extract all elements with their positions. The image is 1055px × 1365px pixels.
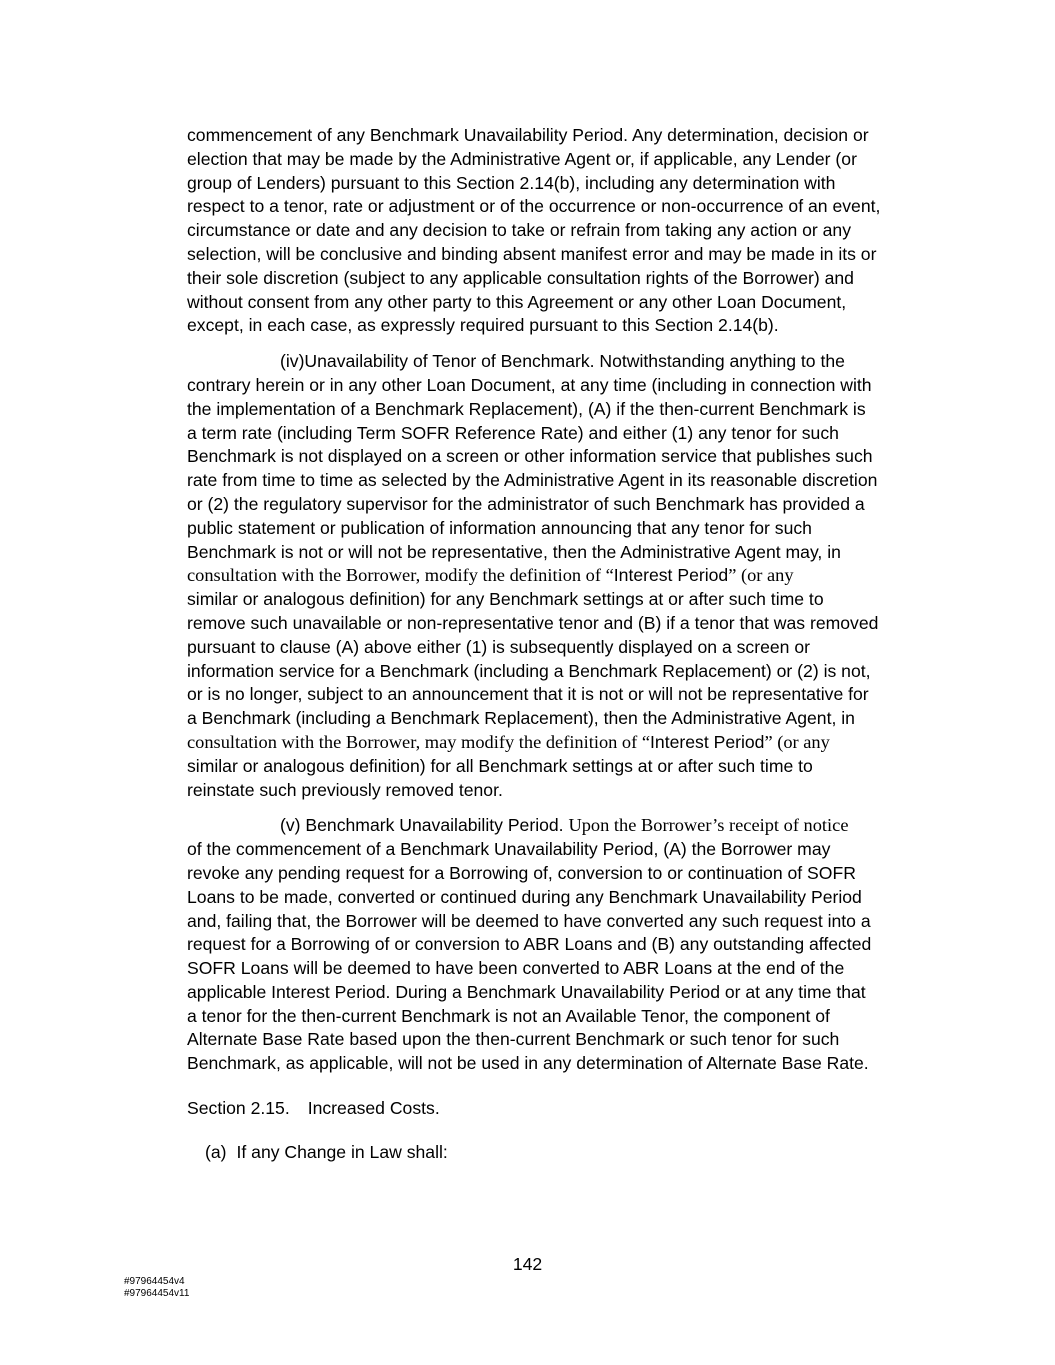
serif-text: ” (or any bbox=[764, 731, 830, 752]
text-line: a tenor for the then-current Benchmark is not an Available Tenor, the component of bbox=[187, 1005, 830, 1026]
text-line: Benchmark is not or will not be representative, then the Administrative Agent may, in bbox=[187, 541, 841, 562]
document-id-footer bbox=[124, 1276, 189, 1300]
text-line: group of Lenders) pursuant to this Section 2.14(b), including any determination with bbox=[187, 172, 836, 193]
text-line: Alternate Base Rate based upon the then-current Benchmark or such tenor for such bbox=[187, 1029, 840, 1050]
text-line: Benchmark, as applicable, will not be used in any determination of Alternate Base Rate. bbox=[187, 1053, 869, 1074]
text-line: selection, will be conclusive and binding absent manifest error and may be made in its or bbox=[187, 243, 877, 264]
text-line: or is no longer, subject to an announcement that it is not or will not be representative for bbox=[187, 684, 869, 705]
subsection-a bbox=[205, 1140, 932, 1164]
document-body bbox=[187, 124, 932, 1164]
text-line: a term rate (including Term SOFR Reference Rate) and either (1) any tenor for such bbox=[187, 422, 839, 443]
defined-term: Interest Period bbox=[650, 731, 765, 752]
text-line bbox=[187, 564, 932, 588]
text-line: or (2) the regulatory supervisor for the administrator of such Benchmark has provided a bbox=[187, 493, 865, 514]
text-line: their sole discretion (subject to any applicable consultation rights of the Borrower) and bbox=[187, 267, 854, 288]
text-line: circumstance or date and any decision to take or refrain from taking any action or any bbox=[187, 220, 852, 241]
paragraph-continuation bbox=[187, 124, 932, 338]
section-title: Increased Costs. bbox=[307, 1098, 440, 1119]
text-line: rate from time to time as selected by the Administrative Agent in its reasonable discretion bbox=[187, 470, 878, 491]
paragraph-iv-heading-line: (iv)Unavailability of Tenor of Benchmark. Notwithstanding anything to the bbox=[280, 351, 845, 372]
serif-text: Upon the Borrower’s receipt of notice bbox=[568, 815, 849, 836]
text-line: election that may be made by the Administrative Agent or, if applicable, any Lender (or bbox=[187, 148, 857, 169]
text-line: without consent from any other party to this Agreement or any other Loan Document, bbox=[187, 291, 847, 312]
document-id: #97964454v4 bbox=[124, 1276, 185, 1287]
text-line: public statement or publication of information announcing that any tenor for such bbox=[187, 517, 812, 538]
section-number: Section 2.15. bbox=[187, 1098, 290, 1119]
text-line: reinstate such previously removed tenor. bbox=[187, 779, 503, 800]
subsection-label: (a) bbox=[205, 1142, 227, 1163]
text-line bbox=[187, 731, 932, 755]
text-line: Benchmark is not displayed on a screen or other information service that publishes such bbox=[187, 446, 873, 467]
text-line: respect to a tenor, rate or adjustment or of the occurrence or non-occurrence of an event, bbox=[187, 196, 881, 217]
text-line: commencement of any Benchmark Unavailability Period. Any determination, decision or bbox=[187, 125, 869, 145]
page-number: 142 bbox=[512, 1254, 543, 1274]
text-line: remove such unavailable or non-representative tenor and (B) if a tenor that was removed bbox=[187, 612, 879, 633]
text-line: Loans to be made, converted or continued during any Benchmark Unavailability Period bbox=[187, 886, 862, 907]
text-line: information service for a Benchmark (including a Benchmark Replacement) or (2) is not, bbox=[187, 660, 871, 681]
subsection-text: If any Change in Law shall: bbox=[236, 1142, 448, 1163]
document-id: #97964454v11 bbox=[124, 1288, 190, 1299]
serif-text: ” (or any bbox=[728, 565, 794, 586]
text-line: the implementation of a Benchmark Replacement), (A) if the then-current Benchmark is bbox=[187, 398, 866, 419]
text-line: a Benchmark (including a Benchmark Replacement), then the Administrative Agent, in bbox=[187, 708, 855, 729]
paragraph-v-heading-line bbox=[187, 814, 932, 838]
text-line: and, failing that, the Borrower will be deemed to have converted any such request into a bbox=[187, 910, 871, 931]
text-line: revoke any pending request for a Borrowing of, conversion to or continuation of SOFR bbox=[187, 862, 856, 883]
serif-text: consultation with the Borrower, may modify the definition of “ bbox=[187, 731, 651, 752]
text-line: except, in each case, as expressly required pursuant to this Section 2.14(b). bbox=[187, 315, 779, 336]
text-line: similar or analogous definition) for all Benchmark settings at or after such time to bbox=[187, 755, 813, 776]
text-line: of the commencement of a Benchmark Unavailability Period, (A) the Borrower may bbox=[187, 839, 831, 860]
section-2-15-heading bbox=[187, 1096, 932, 1120]
paragraph-iv-unavailability-of-tenor bbox=[187, 350, 932, 802]
serif-text: consultation with the Borrower, modify the definition of “ bbox=[187, 565, 614, 586]
text-line: SOFR Loans will be deemed to have been converted to ABR Loans at the end of the bbox=[187, 958, 845, 979]
text-line: pursuant to clause (A) above either (1) is subsequently displayed on a screen or bbox=[187, 636, 810, 657]
paragraph-v-heading: (v) Benchmark Unavailability Period. bbox=[280, 815, 569, 836]
text-line: request for a Borrowing of or conversion to ABR Loans and (B) any outstanding affected bbox=[187, 934, 872, 955]
defined-term: Interest Period bbox=[613, 565, 729, 586]
paragraph-v-benchmark-unavailability-period bbox=[187, 814, 932, 1076]
text-line: applicable Interest Period. During a Benchmark Unavailability Period or at any time that bbox=[187, 981, 866, 1002]
text-line: contrary herein or in any other Loan Document, at any time (including in connection with bbox=[187, 374, 872, 395]
text-line: similar or analogous definition) for any Benchmark settings at or after such time to bbox=[187, 589, 824, 610]
